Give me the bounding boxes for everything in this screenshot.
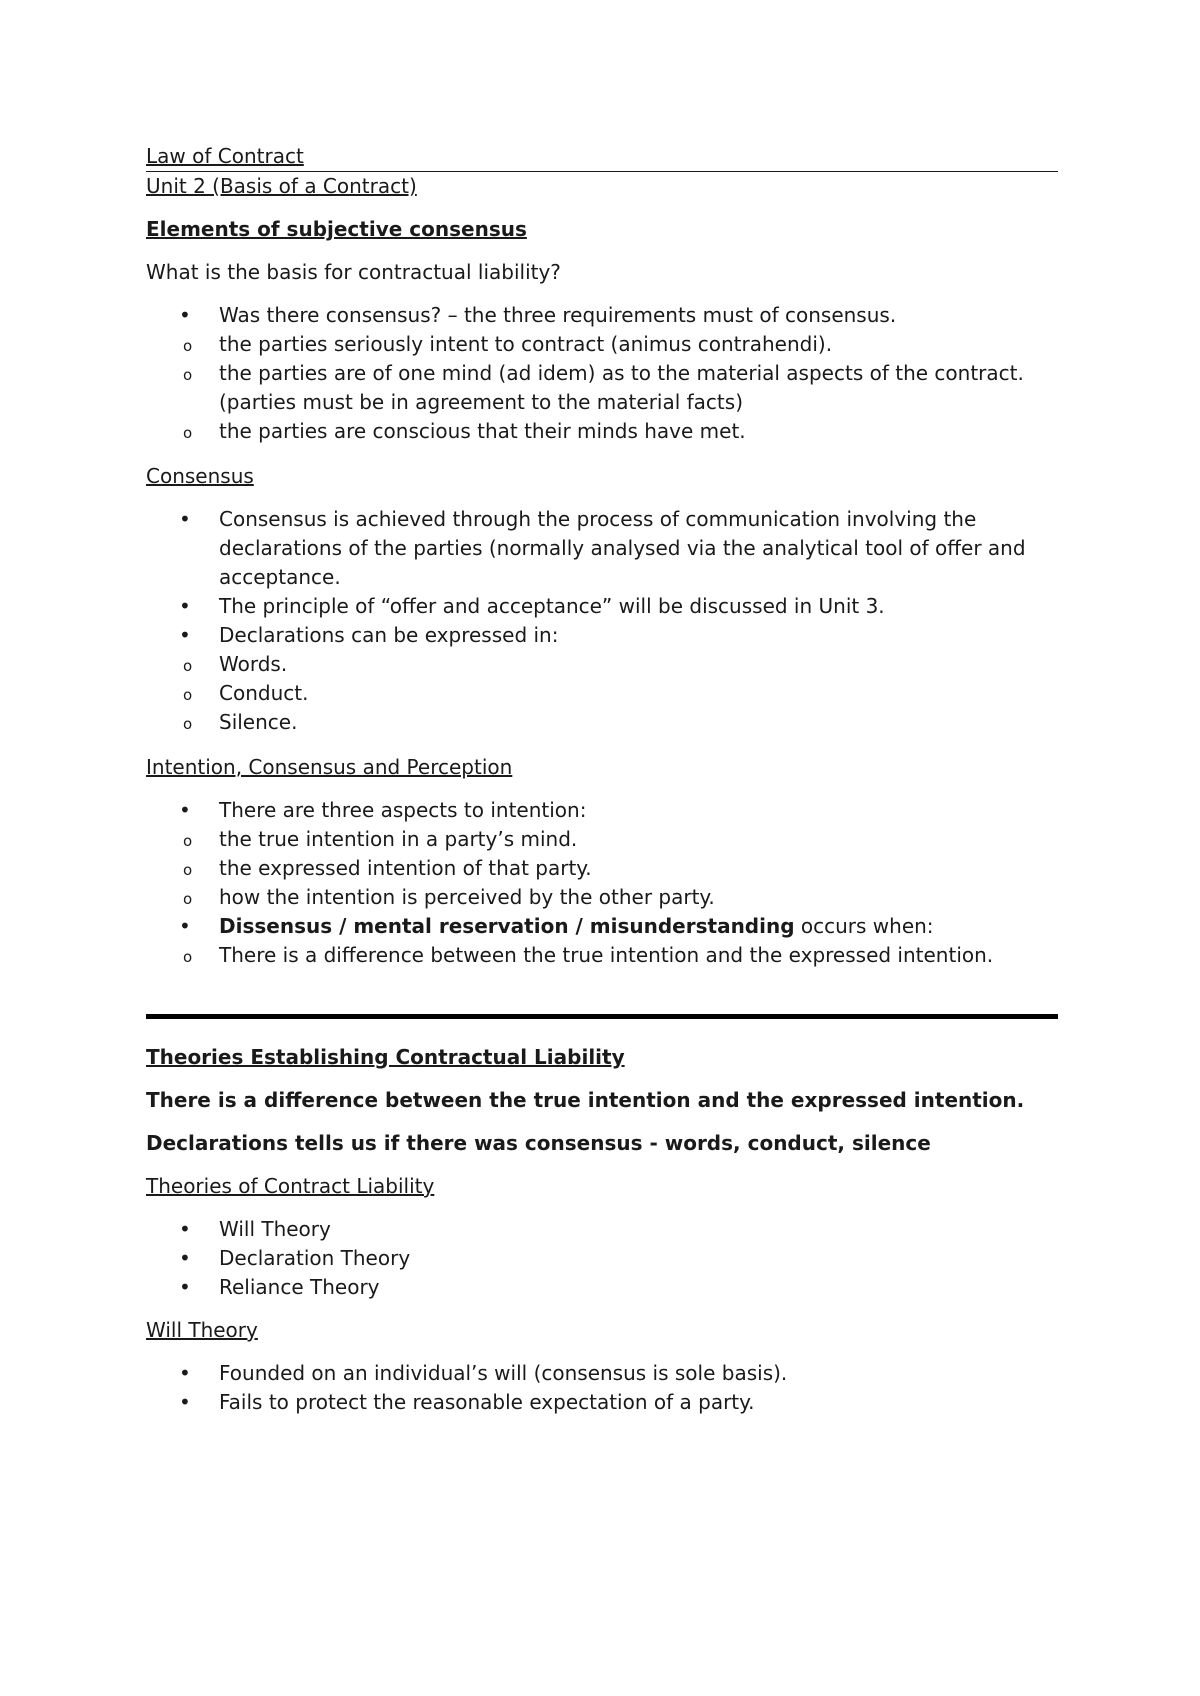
theories-statement-1: There is a difference between the true intention and the expressed intention. — [146, 1088, 1025, 1112]
list-item: o There is a difference between the true intention and the expressed intention. — [146, 941, 1058, 970]
list-item: o the true intention in a party’s mind. — [146, 825, 1058, 854]
question-text: What is the basis for contractual liability? — [146, 260, 561, 284]
list-item: o the parties seriously intent to contract (animus contrahendi). — [146, 330, 1058, 359]
declaration-forms-sublist — [146, 650, 1058, 737]
list-item: • Declaration Theory — [146, 1244, 1058, 1273]
list-item: • Reliance Theory — [146, 1273, 1058, 1302]
section-divider — [146, 1014, 1058, 1019]
list-item: • Was there consensus? – the three requirements must of consensus. o the parties seriously intent to contract (animus contrahendi). o the parties are of one mind (ad idem) as to the material aspects of the contract. (parties must be in agreement to the material facts) o the parties are conscious that their minds have met. — [146, 301, 1058, 446]
will-theory-list — [146, 1359, 1058, 1417]
list-item: • Fails to protect the reasonable expectation of a party. — [146, 1388, 1058, 1417]
list-item: • There are three aspects to intention: o the true intention in a party’s mind. o the expressed intention of that party. o how the intention is perceived by the other party. — [146, 796, 1058, 912]
section-heading-elements: Elements of subjective consensus — [146, 217, 527, 241]
list-item: • Declarations can be expressed in: o Words. o Conduct. o Silence. — [146, 621, 1058, 737]
list-item: o the expressed intention of that party. — [146, 854, 1058, 883]
intention-aspects-sublist — [146, 825, 1058, 912]
intention-heading: Intention, Consensus and Perception — [146, 755, 513, 779]
unit-title: Unit 2 (Basis of a Contract) — [146, 174, 417, 198]
list-item: • Consensus is achieved through the process of communication involving the declarations of the parties (normally analysed via the analytical tool of offer and acceptance. — [146, 505, 1058, 592]
list-item: o how the intention is perceived by the other party. — [146, 883, 1058, 912]
list-item: o the parties are of one mind (ad idem) as to the material aspects of the contract. (parties must be in agreement to the material facts) — [146, 359, 1058, 417]
list-item: o Silence. — [146, 708, 1058, 737]
theories-statement-2: Declarations tells us if there was consensus - words, conduct, silence — [146, 1131, 931, 1155]
list-item: • The principle of “offer and acceptance” will be discussed in Unit 3. — [146, 592, 1058, 621]
list-item: • Dissensus / mental reservation / misunderstanding occurs when: o There is a difference between the true intention and the expressed intention. — [146, 912, 1058, 970]
dissensus-sublist — [146, 941, 1058, 970]
list-item: • Founded on an individual’s will (consensus is sole basis). — [146, 1359, 1058, 1388]
consensus-list — [146, 505, 1058, 737]
theories-list — [146, 1215, 1058, 1302]
will-theory-heading: Will Theory — [146, 1318, 258, 1342]
theories-list-heading: Theories of Contract Liability — [146, 1174, 435, 1198]
consensus-requirements-list — [146, 301, 1058, 446]
intention-list — [146, 796, 1058, 970]
consensus-heading: Consensus — [146, 464, 254, 488]
list-item: o Words. — [146, 650, 1058, 679]
list-item: o the parties are conscious that their minds have met. — [146, 417, 1058, 446]
theories-heading: Theories Establishing Contractual Liability — [146, 1045, 625, 1069]
document-content — [146, 142, 1058, 1417]
list-item: • Will Theory — [146, 1215, 1058, 1244]
list-item: o Conduct. — [146, 679, 1058, 708]
course-title: Law of Contract — [146, 142, 1058, 172]
requirements-sublist — [146, 330, 1058, 446]
